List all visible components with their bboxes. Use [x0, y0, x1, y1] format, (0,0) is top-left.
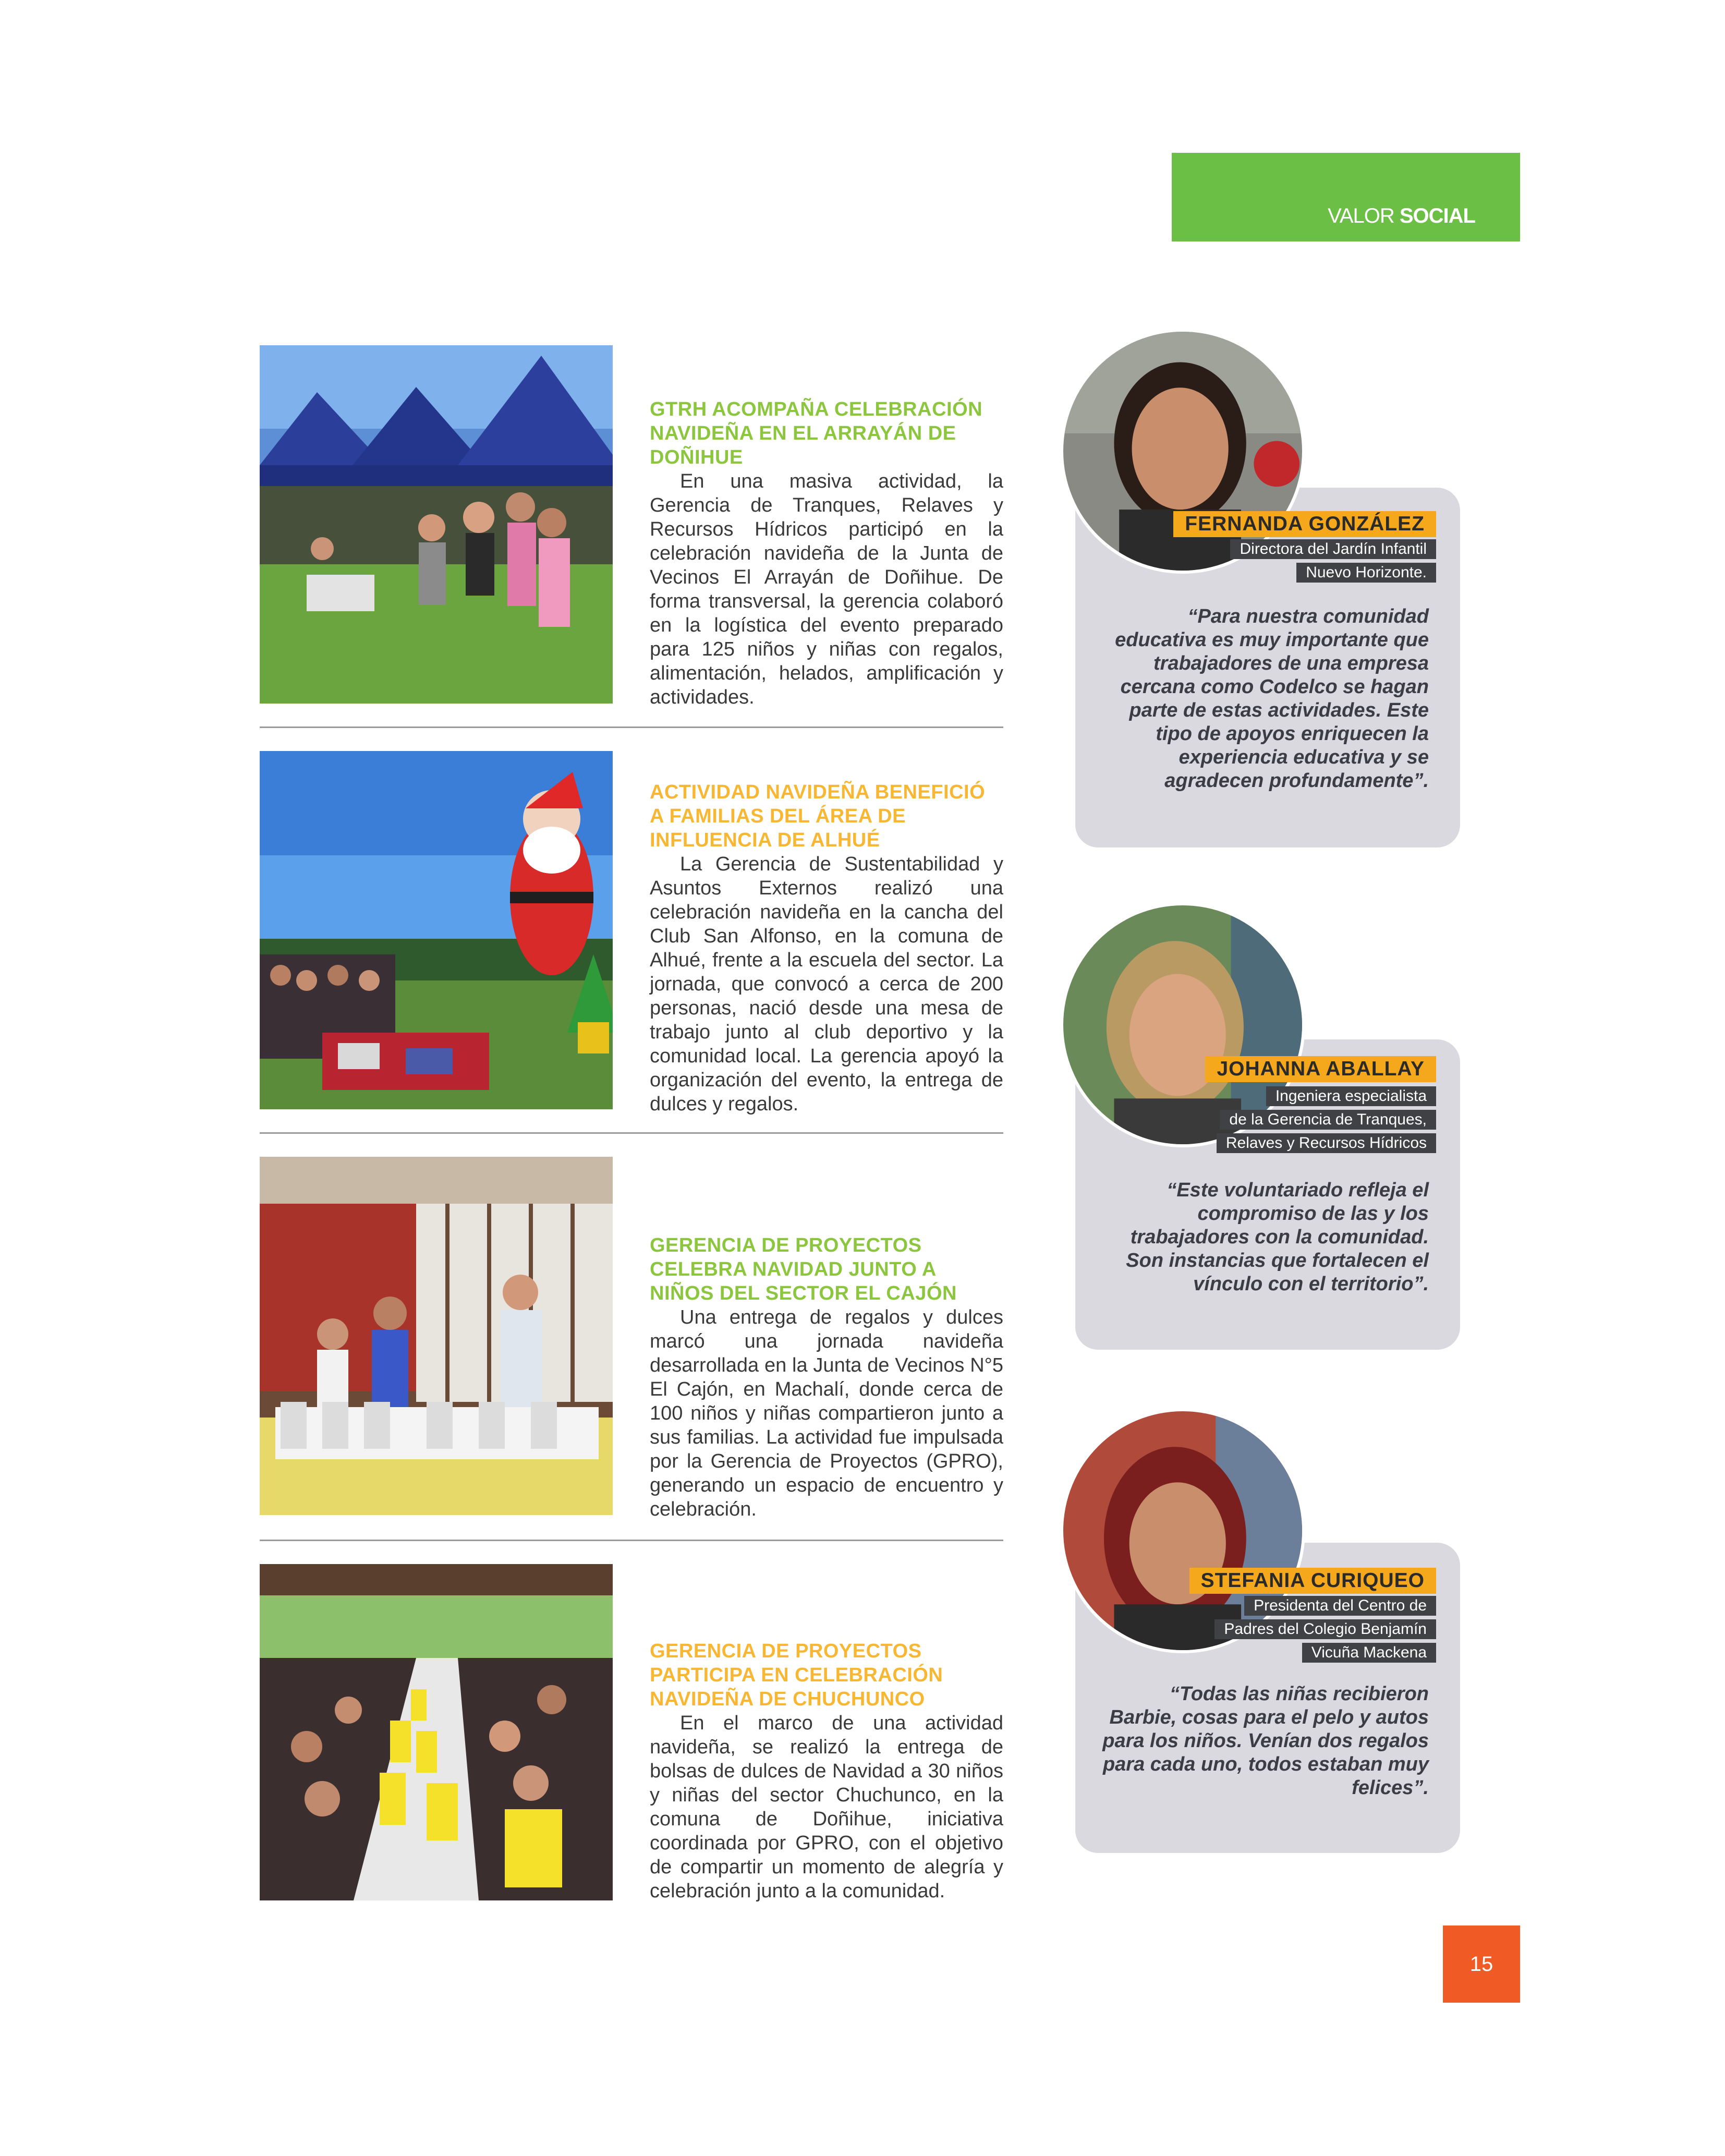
article-photo-arrayan [260, 345, 613, 704]
testimonial-role-line: Presidenta del Centro de [1244, 1596, 1436, 1616]
article-photo-el-cajon [260, 1157, 613, 1515]
section-label-light: VALOR [1328, 204, 1400, 227]
avatar-stefania [1060, 1408, 1305, 1653]
article-body: La Gerencia de Sustentabilidad y Asuntos Externos realizó una celebración navideña en la cancha del Club San Alfonso, en la comuna de Alhué, frente a la escuela del sector. La jornada, que convocó a cerca de 200 personas, nació desde una mesa de trabajo junto al club deportivo y la comunidad local. La gerencia apoyó la organización del evento, la entrega de dulces y regalos. [650, 853, 1003, 1115]
article-body: Una entrega de regalos y dulces marcó una jornada navideña desarrollada en la Junta de Vecinos N°5 El Cajón, en Machalí, donde cerca de 100 niños y niñas compartieron junto a sus familias. La actividad fue impulsada por la Gerencia de Proyectos (GPRO), generando un espacio de encuentro y celebración. [650, 1306, 1003, 1520]
article-chuchunco [650, 1639, 1003, 1903]
testimonial-quote: “Para nuestra comunidad educativa es muy importante que trabajadores de una empresa cercana como Codelco se hagan parte de estas actividades. Este tipo de apoyos enriquecen la experiencia educativa y se agradecen profundamente”. [1115, 605, 1429, 792]
testimonial-role-line: Nuevo Horizonte. [1296, 563, 1436, 583]
article-alhue [650, 780, 1003, 1116]
page-number: 15 [1443, 1925, 1520, 2003]
article-photo-alhue [260, 751, 613, 1109]
testimonial-role-line: Relaves y Recursos Hídricos [1217, 1133, 1436, 1153]
article-title: GERENCIA DE PROYECTOS CELEBRA NAVIDAD JUNTO A NIÑOS DEL SECTOR EL CAJÓN [650, 1234, 957, 1304]
article-body: En el marco de una actividad navideña, se realizó la entrega de bolsas de dulces de Navidad a 30 niños y niñas del sector Chuchunco, en la comuna de Doñihue, iniciativa coordinada por GPRO, con el objetivo de compartir un momento de alegría y celebración junto a la comunidad. [650, 1712, 1003, 1902]
article-title: GTRH ACOMPAÑA CELEBRACIÓN NAVIDEÑA EN EL ARRAYÁN DE DOÑIHUE [650, 398, 983, 468]
article-separator [260, 726, 1003, 728]
article-title: GERENCIA DE PROYECTOS PARTICIPA EN CELEBRACIÓN NAVIDEÑA DE CHUCHUNCO [650, 1640, 943, 1710]
article-title: ACTIVIDAD NAVIDEÑA BENEFICIÓ A FAMILIAS DEL ÁREA DE INFLUENCIA DE ALHUÉ [650, 781, 986, 851]
testimonial-name: STEFANIA CURIQUEO [1189, 1568, 1436, 1594]
testimonial-role-line: Padres del Colegio Benjamín [1214, 1619, 1436, 1639]
testimonial-role-line: Vicuña Mackena [1302, 1643, 1436, 1663]
testimonial-quote: “Este voluntariado refleja el compromiso de las y los trabajadores con la comunidad. Son instancias que fortalecen el vínculo con el territorio”. [1126, 1179, 1429, 1295]
article-arrayan [650, 397, 1003, 709]
article-photo-chuchunco [260, 1564, 613, 1900]
article-body: En una masiva actividad, la Gerencia de Tranques, Relaves y Recursos Hídricos participó en la celebración navideña de la Junta de Vecinos El Arrayán de Doñihue. De forma transversal, la gerencia colaboró en la logística del evento preparado para 125 niños y niñas con regalos, alimentación, helados, amplificación y actividades. [650, 470, 1003, 708]
section-label [1328, 204, 1475, 228]
testimonial-name: JOHANNA ABALLAY [1205, 1056, 1436, 1082]
section-header-tab [1172, 153, 1520, 241]
testimonial-role-line: Ingeniera especialista [1266, 1086, 1436, 1106]
testimonial-role-line: de la Gerencia de Tranques, [1220, 1110, 1436, 1130]
testimonial-quote: “Todas las niñas recibieron Barbie, cosas para el pelo y autos para los niños. Venían dos regalos para cada uno, todos estaban muy felices”. [1102, 1683, 1429, 1799]
testimonial-name: FERNANDA GONZÁLEZ [1173, 511, 1436, 537]
testimonial-role-line: Directora del Jardín Infantil [1230, 539, 1436, 559]
article-el-cajon [650, 1233, 1003, 1521]
article-separator [260, 1132, 1003, 1134]
section-label-bold: SOCIAL [1399, 204, 1475, 227]
article-separator [260, 1540, 1003, 1541]
